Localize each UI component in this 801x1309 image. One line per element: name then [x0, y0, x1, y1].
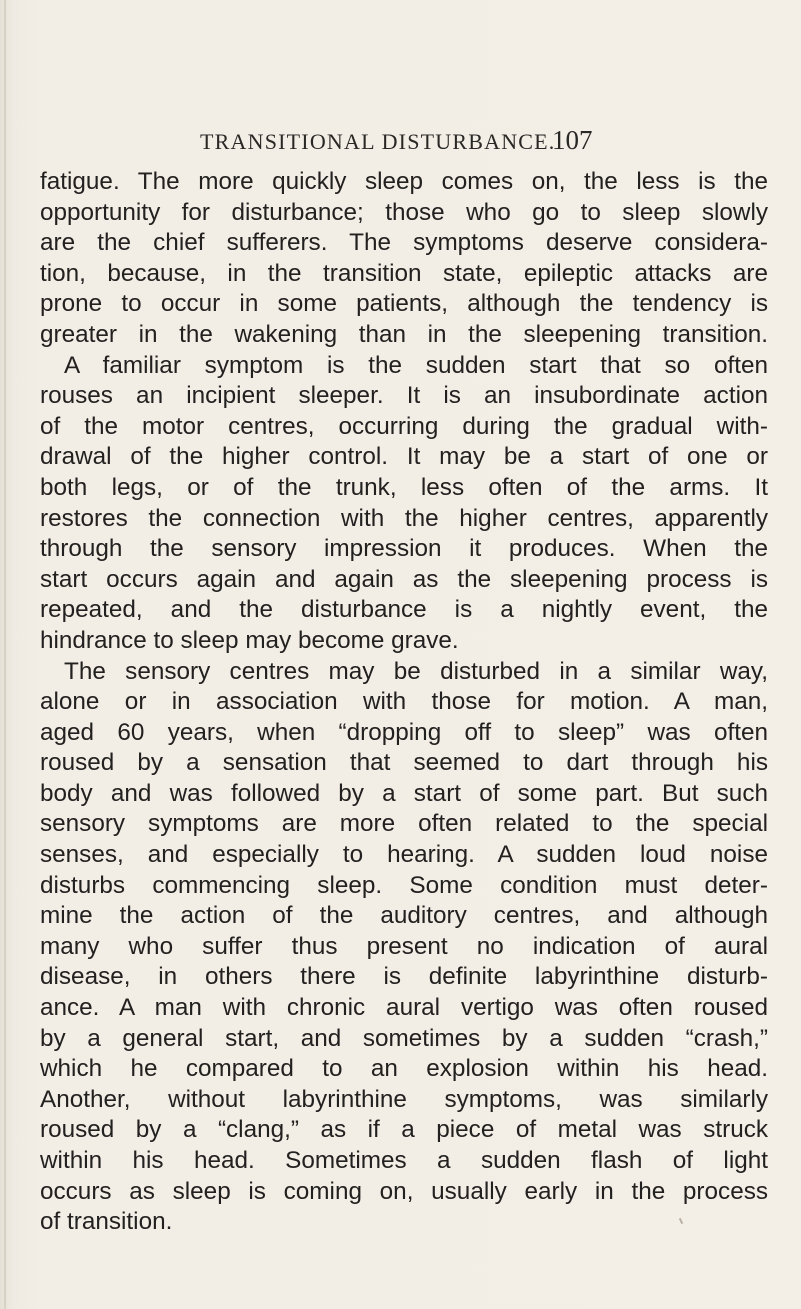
text-line: start occurs again and again as the sleepening process is	[40, 565, 768, 593]
text-line: roused by a sensation that seemed to dart through his	[40, 749, 768, 777]
text-line: which he compared to an explosion within his head.	[40, 1055, 768, 1083]
text-line: body and was followed by a start of some part. But such	[40, 779, 768, 807]
text-line: occurs as sleep is coming on, usually early in the process	[40, 1177, 768, 1205]
text-line: disturbs commencing sleep. Some condition must deter-	[40, 871, 768, 899]
text-line: opportunity for disturbance; those who go to sleep slowly	[40, 198, 768, 226]
page-number: 107	[552, 125, 593, 155]
text-line: drawal of the higher control. It may be a start of one or	[40, 443, 768, 471]
text-line: many who suffer thus present no indication of aural	[40, 932, 768, 960]
text-line: greater in the wakening than in the sleepening transition.	[40, 320, 768, 348]
text-line: hindrance to sleep may become grave.	[40, 626, 459, 654]
page-header	[0, 125, 801, 165]
text-line: A familiar symptom is the sudden start that so often	[64, 351, 768, 379]
text-line: restores the connection with the higher centres, apparently	[40, 504, 768, 532]
text-line: repeated, and the disturbance is a nightly event, the	[40, 596, 768, 624]
text-line: both legs, or of the trunk, less often of the arms. It	[40, 473, 768, 501]
text-line: mine the action of the auditory centres, and although	[40, 902, 768, 930]
text-line: aged 60 years, when “dropping off to sleep” was often	[40, 718, 768, 746]
text-line: sensory symptoms are more often related to the special	[40, 810, 768, 838]
text-line: rouses an incipient sleeper. It is an insubordinate action	[40, 382, 768, 410]
text-line: senses, and especially to hearing. A sudden loud noise	[40, 841, 768, 869]
text-line: alone or in association with those for motion. A man,	[40, 688, 768, 716]
text-line: disease, in others there is definite labyrinthine disturb-	[40, 963, 768, 991]
text-line: The sensory centres may be disturbed in a similar way,	[64, 657, 768, 685]
page-gutter	[4, 0, 6, 1309]
running-head: TRANSITIONAL DISTURBANCE.	[200, 129, 556, 154]
text-line: of the motor centres, occurring during the gradual with-	[40, 412, 768, 440]
text-line: tion, because, in the transition state, epileptic attacks are	[40, 259, 768, 287]
text-line: prone to occur in some patients, although the tendency is	[40, 290, 768, 318]
text-line: ance. A man with chronic aural vertigo was often roused	[40, 994, 768, 1022]
text-line: of transition.	[40, 1208, 173, 1236]
text-line: through the sensory impression it produces. When the	[40, 535, 768, 563]
body-text	[40, 167, 768, 1238]
text-line: by a general start, and sometimes by a sudden “crash,”	[40, 1024, 768, 1052]
text-line: are the chief sufferers. The symptoms deserve considera-	[40, 229, 768, 257]
text-line: fatigue. The more quickly sleep comes on, the less is the	[40, 168, 768, 195]
text-line: within his head. Sometimes a sudden flash of light	[40, 1147, 768, 1174]
text-line: Another, without labyrinthine symptoms, was similarly	[40, 1085, 768, 1113]
text-line: roused by a “clang,” as if a piece of metal was struck	[40, 1116, 768, 1144]
